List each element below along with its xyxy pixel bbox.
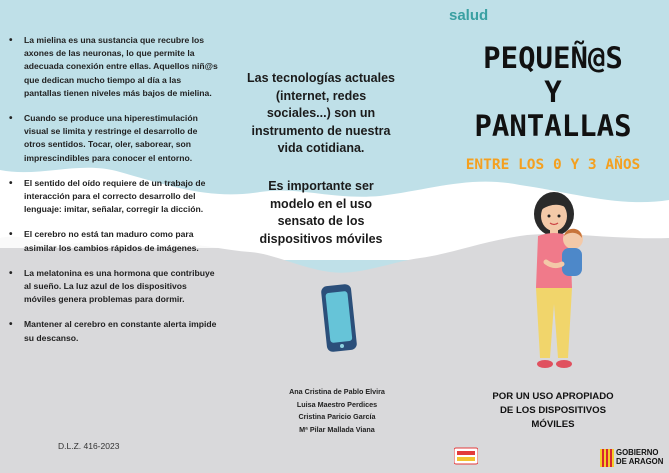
title-line: Y: [544, 75, 562, 109]
cta-line: MÓVILES: [531, 419, 575, 430]
gobierno-aragon-logo: [616, 448, 663, 466]
title-line: PANTALLAS: [474, 109, 632, 143]
bullet-item: • La melatonina es una hormona que contribuye al sueño. La luz azul de los dispositivos móviles genera problemas para dormir.: [6, 267, 218, 307]
bullet-item: • El sentido del oído requiere de un trabajo de interacción para el correcto desarrollo del lenguaje: imitar, señalar, corregir la dicción.: [6, 177, 218, 217]
info-bullet-list: [6, 34, 218, 357]
title-line: PEQUEÑ@S: [483, 41, 623, 75]
bullet-item: • Cuando se produce una hiperestimulación visual se limita y restringe el desarrollo de otros sentidos. Tocar, oler, saborear, son imprescindibles para conocer el entorno.: [6, 112, 218, 165]
gov-logo-line: DE ARAGON: [616, 457, 664, 466]
cta-line: DE LOS DISPOSITIVOS: [499, 405, 607, 416]
aragon-flag-icon: [600, 449, 614, 467]
authors-list: [262, 386, 412, 436]
author-name: Luisa Maestro Perdices: [296, 399, 378, 409]
bullet-item: • La mielina es una sustancia que recubre los axones de las neuronas, lo que permite la adecuada conexión entre ellas. Aquellos niñ@s que dedican mucho tiempo al día a las pantallas tienen niveles más bajos de mielina.: [6, 34, 218, 100]
bullet-item: • Mantener al cerebro en constante alerta impide su descanso.: [6, 318, 218, 344]
mother-with-baby-illustration: [524, 186, 594, 382]
smartphone-icon: [318, 283, 360, 355]
call-to-action: [478, 390, 628, 432]
legal-deposit: D.L.Z. 416-2023: [58, 441, 120, 451]
author-name: Ana Cristina de Pablo Elvira: [289, 387, 385, 396]
cta-line: POR UN USO APROPIADO: [492, 391, 614, 402]
bullet-item: • El cerebro no está tan maduro como para asimilar los cambios rápidos de imágenes.: [6, 228, 218, 254]
age-range-subtitle: ENTRE LOS 0 Y 3 AÑOS: [465, 157, 641, 173]
author-name: Cristina Paricio García: [298, 412, 376, 421]
author-name: Mª Pilar Mallada Viana: [299, 424, 375, 434]
intro-paragraph: Las tecnologías actuales (internet, redes sociales...) son un instrumento de nuestra vida cotidiana.: [247, 71, 395, 155]
salud-logo: salud: [449, 7, 489, 24]
gov-logo-line: GOBIERNO: [616, 448, 659, 457]
model-paragraph: Es importante ser modelo en el uso sensato de los dispositivos móviles: [259, 179, 383, 246]
partner-logo-icon: [454, 446, 478, 466]
